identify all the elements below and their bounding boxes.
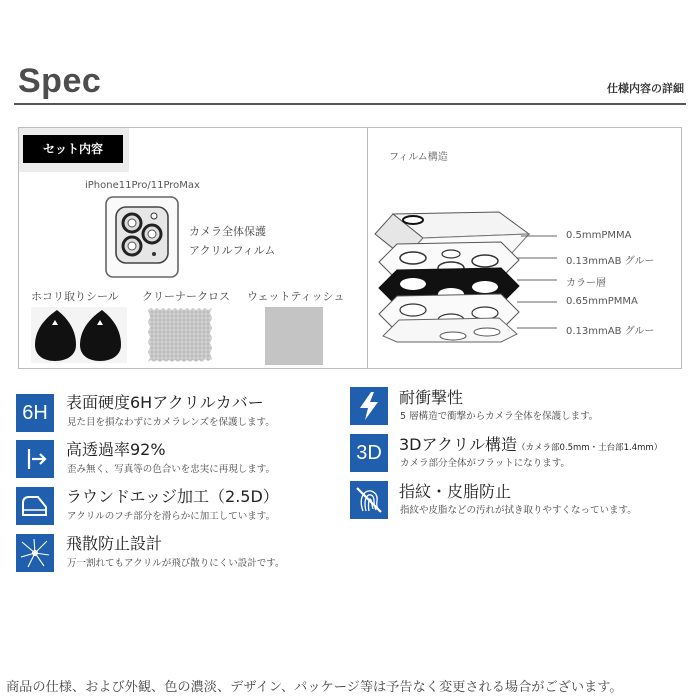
wet-tissue-illustration: [265, 307, 323, 365]
3d-icon: 3D: [350, 434, 388, 472]
feature-desc: 指紋や皮脂などの汚れが拭き取りやすくなっています。: [400, 505, 637, 516]
transmittance-icon: [16, 440, 54, 478]
wet-tissue-label: ウェットティッシュ: [247, 290, 345, 303]
fingerprint-icon: [350, 481, 388, 519]
set-contents-badge: セット内容: [23, 135, 123, 163]
layer-label: カラー層: [566, 278, 606, 289]
round-edge-icon: [16, 487, 54, 525]
feature-desc: 見た目を損なわずにカメラレンズを保護します。: [67, 417, 275, 428]
feature-desc: 万一割れてもアクリルが飛び散りにくい設計です。: [67, 558, 285, 569]
layer-label: 0.5mmPMMA: [566, 230, 632, 241]
feature-desc: アクリルのフチ部分を滑らかに加工しています。: [67, 511, 275, 522]
dust-sticker-illustration: [31, 307, 127, 363]
camera-film-illustration: [105, 196, 179, 278]
feature-desc: 5 層構造で衝撃からカメラ全体を保護します。: [400, 411, 599, 422]
feature-title: ラウンドエッジ加工（2.5D）: [66, 487, 279, 506]
cleaner-cloth-illustration: [147, 307, 213, 363]
spec-panel: [18, 127, 682, 369]
header-divider: [14, 103, 686, 105]
film-label-line1: カメラ全体保護: [189, 225, 266, 238]
film-layers-diagram: [371, 208, 561, 343]
page-subtitle: 仕様内容の詳細: [607, 82, 684, 95]
cleaner-cloth-label: クリーナークロス: [142, 290, 230, 303]
feature-title: 飛散防止設計: [66, 534, 163, 553]
6h-icon: 6H: [16, 394, 54, 432]
disclaimer: 商品の仕様、および外観、色の濃淡、デザイン、パッケージ等は予告なく変更される場合がございます。: [6, 680, 623, 695]
layer-label: 0.13mmAB グルー: [566, 326, 655, 337]
panel-divider: [367, 128, 368, 368]
layer-label: 0.65mmPMMA: [566, 296, 638, 307]
film-label-line2: アクリルフィルム: [189, 244, 276, 257]
impact-icon: [350, 387, 388, 425]
feature-title: 3Dアクリル構造（カメラ部0.5mm・土台部1.4mm）: [399, 435, 663, 454]
feature-title: 耐衝撃性: [399, 388, 464, 407]
film-structure-title: フィルム構造: [389, 152, 448, 163]
feature-desc: 歪み無く、写真等の色合いを忠実に再現します。: [67, 464, 276, 475]
feature-title: 高透過率92%: [66, 440, 166, 459]
model-label: iPhone11Pro/11ProMax: [85, 180, 200, 191]
page-title: Spec: [18, 62, 102, 100]
feature-desc: カメラ部分全体がフラットになります。: [400, 458, 571, 469]
feature-title: 指紋・皮脂防止: [399, 482, 512, 501]
set-contents-badge-bg: [19, 128, 129, 172]
feature-title: 表面硬度6Hアクリルカバー: [66, 393, 264, 412]
dust-sticker-label: ホコリ取りシール: [31, 290, 119, 303]
shatter-icon: [16, 534, 54, 572]
layer-label: 0.13mmAB グルー: [566, 256, 655, 267]
